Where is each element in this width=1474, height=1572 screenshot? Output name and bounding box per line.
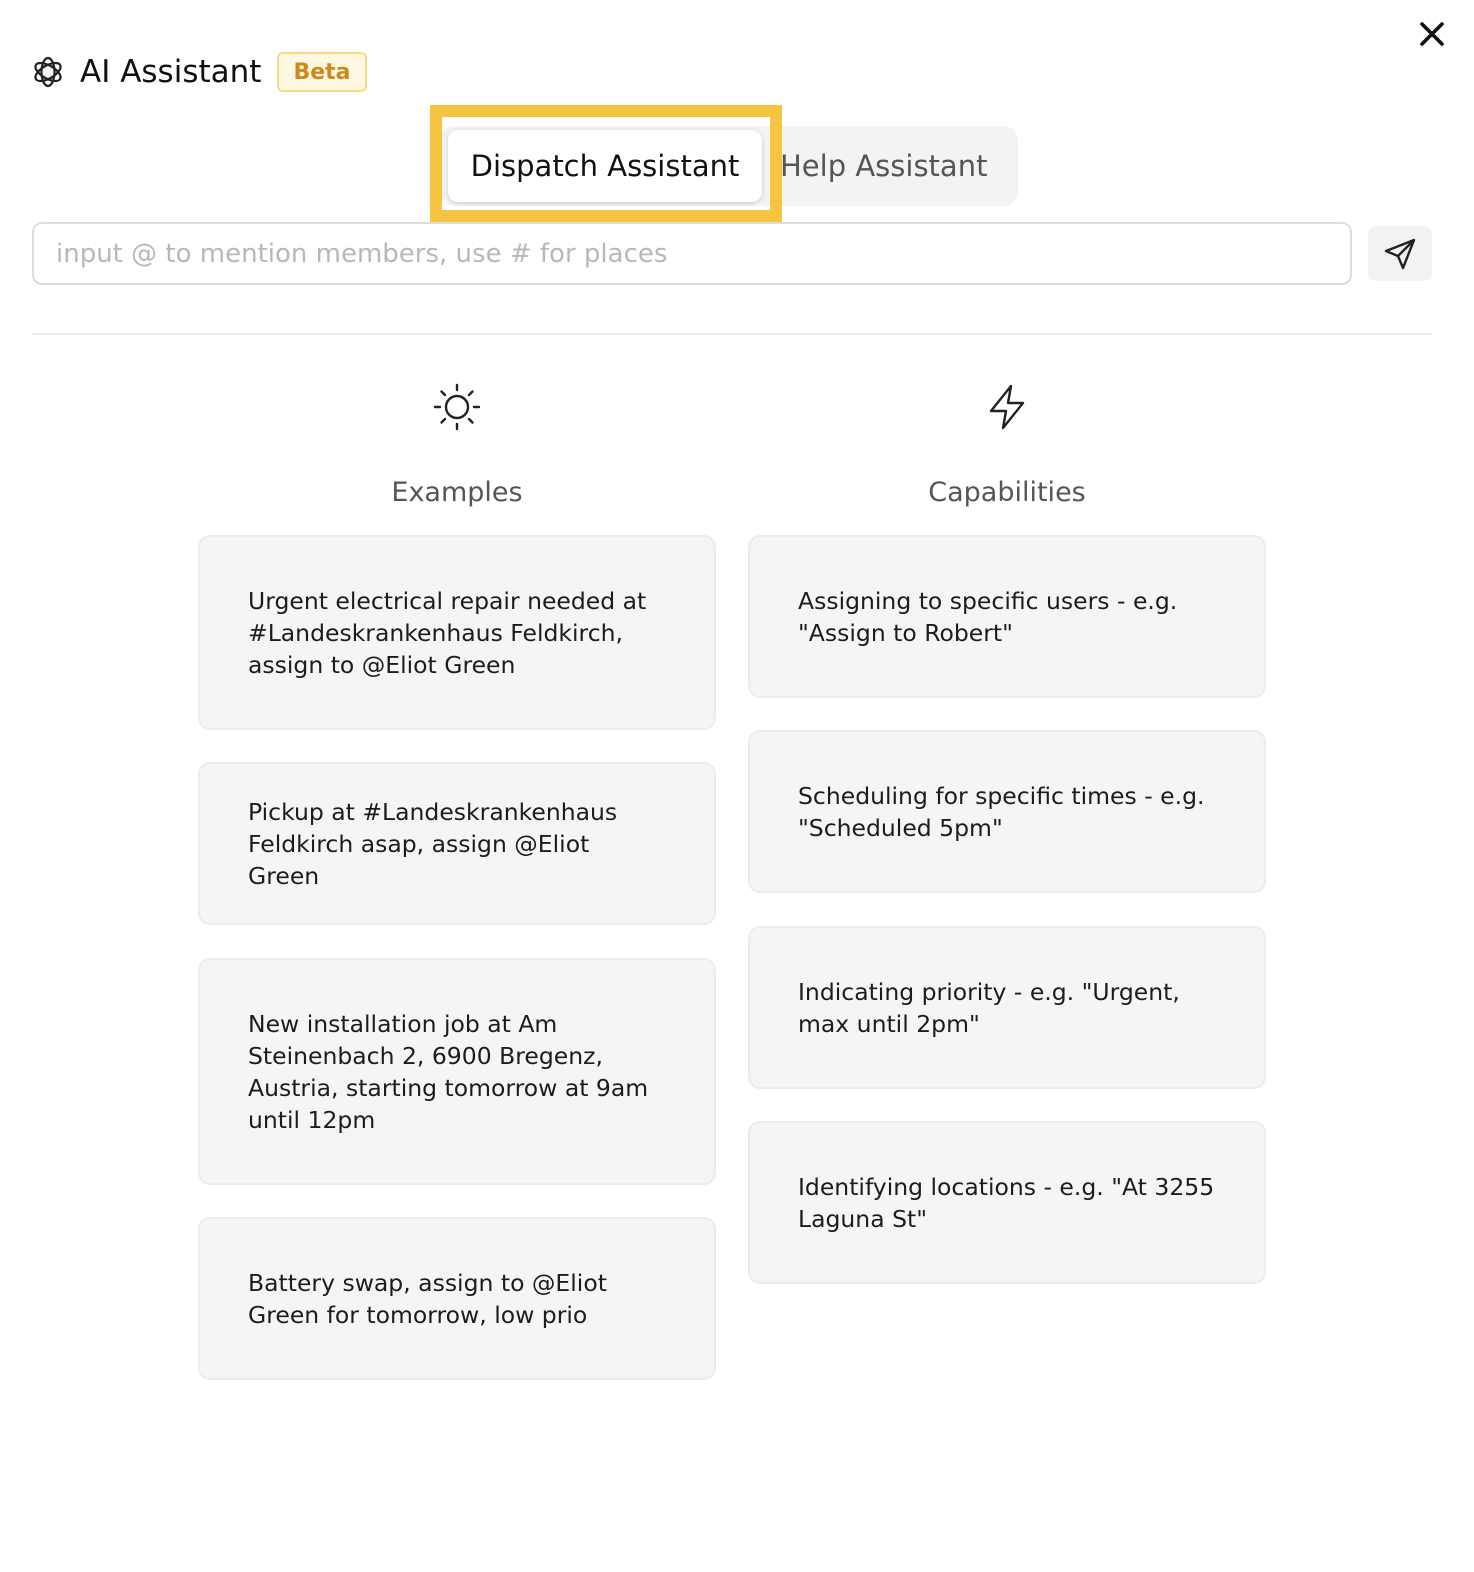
tab-dispatch-assistant[interactable]: Dispatch Assistant	[448, 130, 762, 202]
openai-logo-icon	[30, 54, 66, 90]
capability-card	[748, 1121, 1266, 1284]
send-icon	[1383, 237, 1417, 271]
lightning-icon	[981, 381, 1033, 433]
assistant-tabs	[440, 126, 1018, 206]
capability-card	[748, 926, 1266, 1089]
example-text: Pickup at #Landeskrankenhaus Feldkirch asap, assign @Eliot Green	[248, 797, 618, 890]
header	[30, 48, 367, 96]
capability-text: Identifying locations - e.g. "At 3255 Laguna St"	[798, 1172, 1215, 1233]
capability-card	[748, 535, 1266, 698]
capability-text: Assigning to specific users - e.g. "Assign to Robert"	[798, 586, 1178, 647]
divider	[32, 333, 1432, 335]
example-card[interactable]	[198, 1217, 716, 1380]
send-button[interactable]	[1368, 226, 1432, 281]
beta-badge: Beta	[277, 52, 366, 92]
capabilities-header	[748, 381, 1266, 508]
example-card[interactable]	[198, 958, 716, 1185]
examples-title: Examples	[391, 477, 523, 508]
message-input[interactable]	[32, 222, 1352, 285]
examples-header	[198, 381, 716, 508]
example-text: Urgent electrical repair needed at #Landeskrankenhaus Feldkirch, assign to @Eliot Green	[248, 586, 647, 679]
capability-card	[748, 730, 1266, 893]
close-button[interactable]	[1412, 14, 1452, 54]
capability-text: Indicating priority - e.g. "Urgent, max until 2pm"	[798, 977, 1180, 1038]
capabilities-title: Capabilities	[928, 477, 1086, 508]
close-icon	[1419, 21, 1445, 47]
example-text: New installation job at Am Steinenbach 2, 6900 Bregenz, Austria, starting tomorrow at 9am until 12pm	[248, 1009, 649, 1134]
example-card[interactable]	[198, 762, 716, 925]
example-card[interactable]	[198, 535, 716, 730]
sun-icon	[431, 381, 483, 433]
example-text: Battery swap, assign to @Eliot Green for tomorrow, low prio	[248, 1268, 607, 1329]
app-title: AI Assistant	[80, 54, 262, 90]
capability-text: Scheduling for specific times - e.g. "Scheduled 5pm"	[798, 781, 1205, 842]
tab-help-assistant[interactable]: Help Assistant	[780, 149, 988, 183]
